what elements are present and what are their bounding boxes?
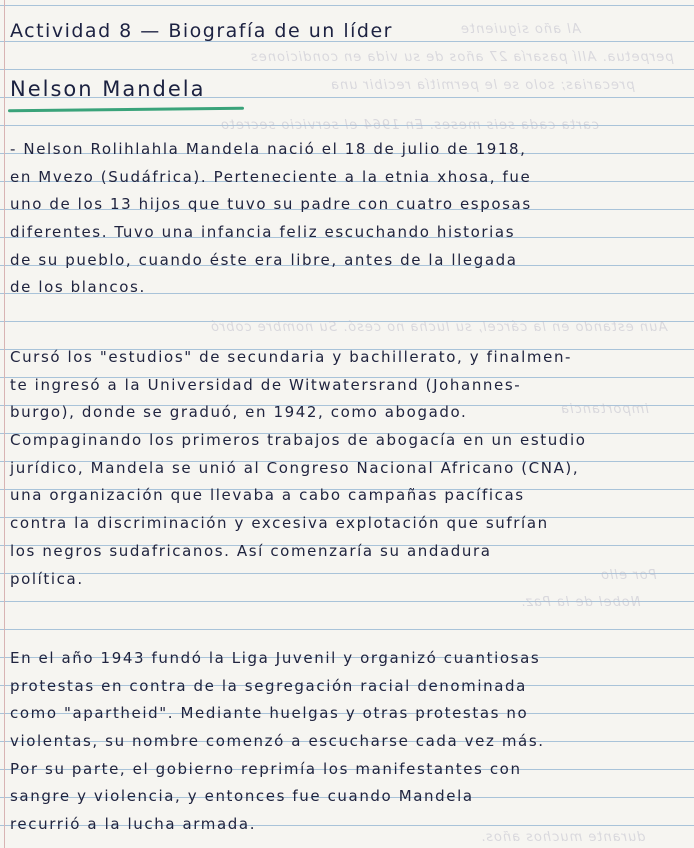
text-line: política. [10, 569, 84, 588]
text-line: Por su parte, el gobierno reprimía los manifestantes con [10, 759, 522, 778]
text-line: Compaginando los primeros trabajos de abogacía en un estudio [10, 431, 587, 450]
bleed-through-text: precarias; solo se le permitía recibir una [330, 78, 635, 93]
text-line: - Nelson Rolihlahla Mandela nació el 18 de julio de 1918, [10, 140, 527, 158]
text-line: sangre y violencia, y entonces fue cuando Mandela [10, 787, 474, 806]
text-line: una organización que llevaba a cabo campañas pacíficas [10, 486, 525, 505]
text-line: recurrió a la lucha armada. [10, 815, 257, 834]
title-underline [8, 107, 244, 112]
text-line: burgo), donde se graduó, en 1942, como abogado. [10, 403, 468, 422]
text-line: los negros sudafricanos. Así comenzaría su andadura [10, 541, 492, 560]
text-line: uno de los 13 hijos que tuvo su padre con cuatro esposas [10, 195, 532, 214]
text-line: de su pueblo, cuando éste era libre, antes de la llegada [10, 250, 518, 269]
bleed-through-text: durante muchos años. [480, 830, 646, 845]
text-line: contra la discriminación y excesiva explotación que sufrían [10, 514, 549, 533]
bleed-through-text: carta cada seis meses. En 1964 el servicio secreto [220, 118, 599, 133]
bleed-through-text: Al año siguiente [460, 22, 581, 37]
paragraph-3 [10, 645, 686, 839]
text-line: como "apartheid". Mediante huelgas y otras protestas no [10, 704, 529, 723]
bleed-through-text: Por ello [600, 568, 657, 583]
bleed-through-text: importancia [560, 402, 649, 417]
bleed-through-text: Aun estando en la cárcel, su lucha no cesó. Su nombre cobró [210, 320, 668, 335]
text-line: en Mvezo (Sudáfrica). Perteneciente a la etnia xhosa, fue [10, 167, 532, 186]
paragraph-2 [10, 344, 686, 593]
biography-title: Nelson Mandela [10, 77, 206, 101]
paragraph-1 [10, 136, 686, 302]
text-line: de los blancos. [10, 278, 146, 297]
bleed-through-text: Nobel de la Paz. [520, 595, 641, 610]
text-line: te ingresó a la Universidad de Witwatersrand (Johannes- [10, 375, 522, 394]
text-line: diferentes. Tuvo una infancia feliz escuchando historias [10, 223, 516, 242]
text-line: protestas en contra de la segregación racial denominada [10, 676, 527, 695]
activity-heading: Actividad 8 — Biografía de un líder [10, 20, 393, 42]
text-line: violentas, su nombre comenzó a escucharse cada vez más. [10, 732, 545, 751]
bleed-through-text: perpetua. Allí pasaría 27 años de su vida en condiciones [250, 50, 674, 65]
margin-line [4, 0, 5, 848]
text-line: jurídico, Mandela se unió al Congreso Nacional Africano (CNA), [10, 458, 580, 477]
text-line: En el año 1943 fundó la Liga Juvenil y organizó cuantiosas [10, 649, 541, 667]
text-line: Cursó los "estudios" de secundaria y bachillerato, y finalmen- [10, 348, 573, 366]
